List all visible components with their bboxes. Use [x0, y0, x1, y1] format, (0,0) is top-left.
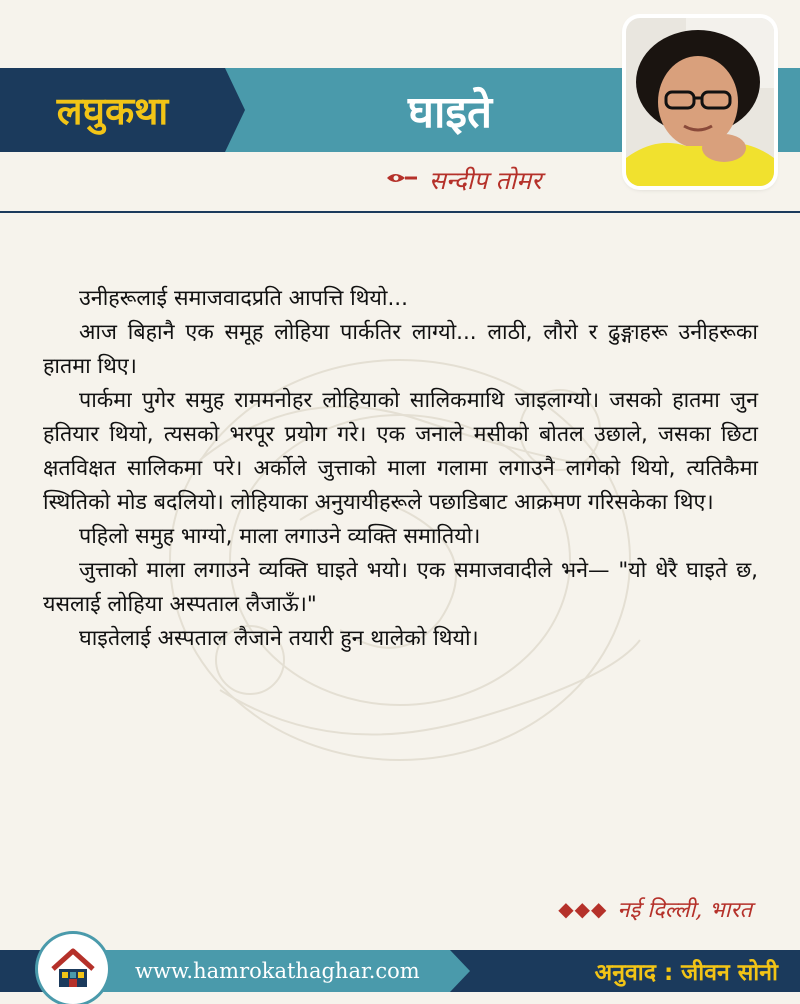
place-line: [558, 894, 752, 924]
place-name: नई दिल्ली, भारत: [617, 898, 752, 923]
genre-label: लघुकथा: [56, 89, 169, 133]
author-portrait: [626, 18, 774, 186]
pen-nib-icon: [385, 169, 419, 191]
author-name: सन्दीप तोमर: [429, 166, 542, 195]
story-paragraph: पार्कमा पुगेर समुह राममनोहर लोहियाको सालिकमाथि जाइलाग्यो। जसको हातमा जुन हतियार थियो, त्यसको भरपूर प्रयोग गरे। एक जनाले मसीको बोतल उछाले, जसका छिटा क्षतविक्षत सालिकमा परे। अर्कोले जुत्ताको माला गलामा लगाउनै लागेको थियो, त्यतिकैमा स्थितिको मोड बदलियो। लोहियाका अनुयायीहरूले पछाडिबाट आक्रमण गरिसकेका थिए।: [43, 388, 758, 515]
story-paragraph: जुत्ताको माला लगाउने व्यक्ति घाइते भयो। एक समाजवादीले भने— "यो धेरै घाइते छ, यसलाई लोहिया अस्पताल लैजाऊँ।": [43, 558, 758, 617]
story-paragraph: घाइतेलाई अस्पताल लैजाने तयारी हुन थालेको थियो।: [79, 626, 479, 651]
diamond-icon: ◆◆◆: [558, 897, 608, 921]
story-body: [43, 282, 758, 656]
house-logo-icon: [38, 934, 108, 1004]
divider: [0, 211, 800, 213]
translator-credit: अनुवाद : जीवन सोनी: [594, 960, 778, 986]
story-paragraph: उनीहरूलाई समाजवादप्रति आपत्ति थियो...: [79, 286, 408, 311]
story-paragraph: आज बिहानै एक समूह लोहिया पार्कतिर लाग्यो... लाठी, लौरो र ढुङ्गाहरू उनीहरूका हातमा थिए।: [43, 320, 758, 379]
website-link[interactable]: www.hamrokathaghar.com: [135, 959, 420, 983]
story-paragraph: पहिलो समुह भाग्यो, माला लगाउने व्यक्ति समातियो।: [79, 524, 481, 549]
story-title: घाइते: [407, 87, 493, 138]
author-byline: [385, 162, 541, 198]
